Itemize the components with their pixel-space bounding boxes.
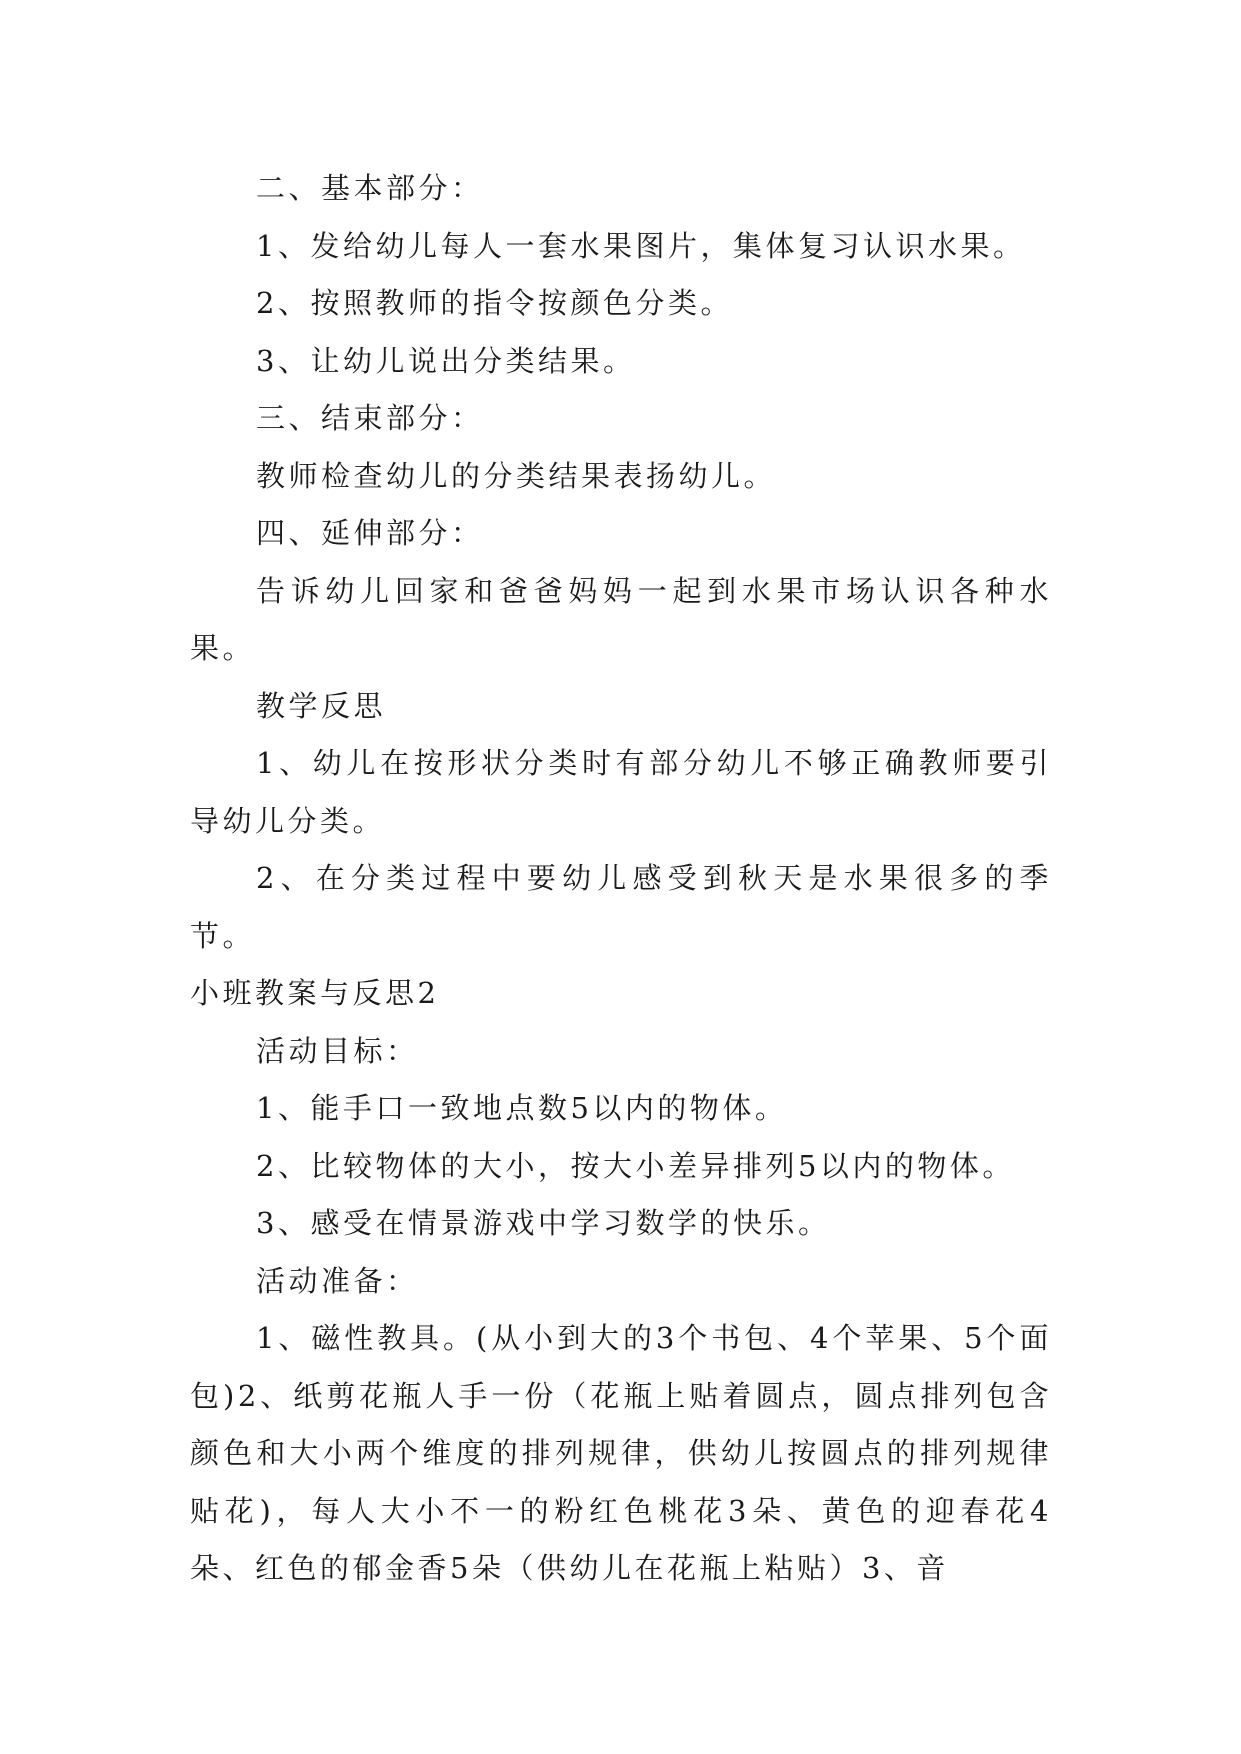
paragraph: 教师检查幼儿的分类结果表扬幼儿。 bbox=[256, 458, 777, 493]
list-item: 2、在分类过程中要幼儿感受到秋天是水果很多的季节。 bbox=[190, 861, 1052, 953]
list-item: 2、比较物体的大小，按大小差异排列5以内的物体。 bbox=[256, 1148, 1015, 1183]
section-heading-basic: 二、基本部分： bbox=[256, 171, 484, 205]
list-item: 3、让幼儿说出分类结果。 bbox=[256, 343, 636, 378]
list-item: 1、发给幼儿每人一套水果图片，集体复习认识水果。 bbox=[256, 228, 1026, 263]
list-item: 2、按照教师的指令按颜色分类。 bbox=[256, 286, 733, 320]
list-item: 1、幼儿在按形状分类时有部分幼儿不够正确教师要引导幼儿分类。 bbox=[190, 746, 1052, 838]
lesson-title: 小班教案与反思2 bbox=[190, 976, 440, 1010]
paragraph: 1、磁性教具。(从小到大的3个书包、4个苹果、5个面包)2、纸剪花瓶人手一份（花瓶上贴着圆点，圆点排列包含颜色和大小两个维度的排列规律，供幼儿按圆点的排列规律贴花)，每人大小不一的粉红色桃花3朵、黄色的迎春花4朵、红色的郁金香5朵（供幼儿在花瓶上粘贴）3、音 bbox=[190, 1321, 1052, 1585]
document-body bbox=[190, 160, 1052, 1598]
list-item: 1、能手口一致地点数5以内的物体。 bbox=[256, 1091, 788, 1125]
list-item: 3、感受在情景游戏中学习数学的快乐。 bbox=[256, 1206, 831, 1240]
paragraph: 告诉幼儿回家和爸爸妈妈一起到水果市场认识各种水果。 bbox=[190, 573, 1052, 665]
section-heading-extension: 四、延伸部分： bbox=[256, 516, 484, 550]
section-heading-reflection: 教学反思 bbox=[256, 688, 387, 723]
section-heading-ending: 三、结束部分： bbox=[256, 401, 484, 435]
section-heading-preparation: 活动准备： bbox=[256, 1263, 419, 1298]
section-heading-goals: 活动目标： bbox=[256, 1033, 419, 1068]
